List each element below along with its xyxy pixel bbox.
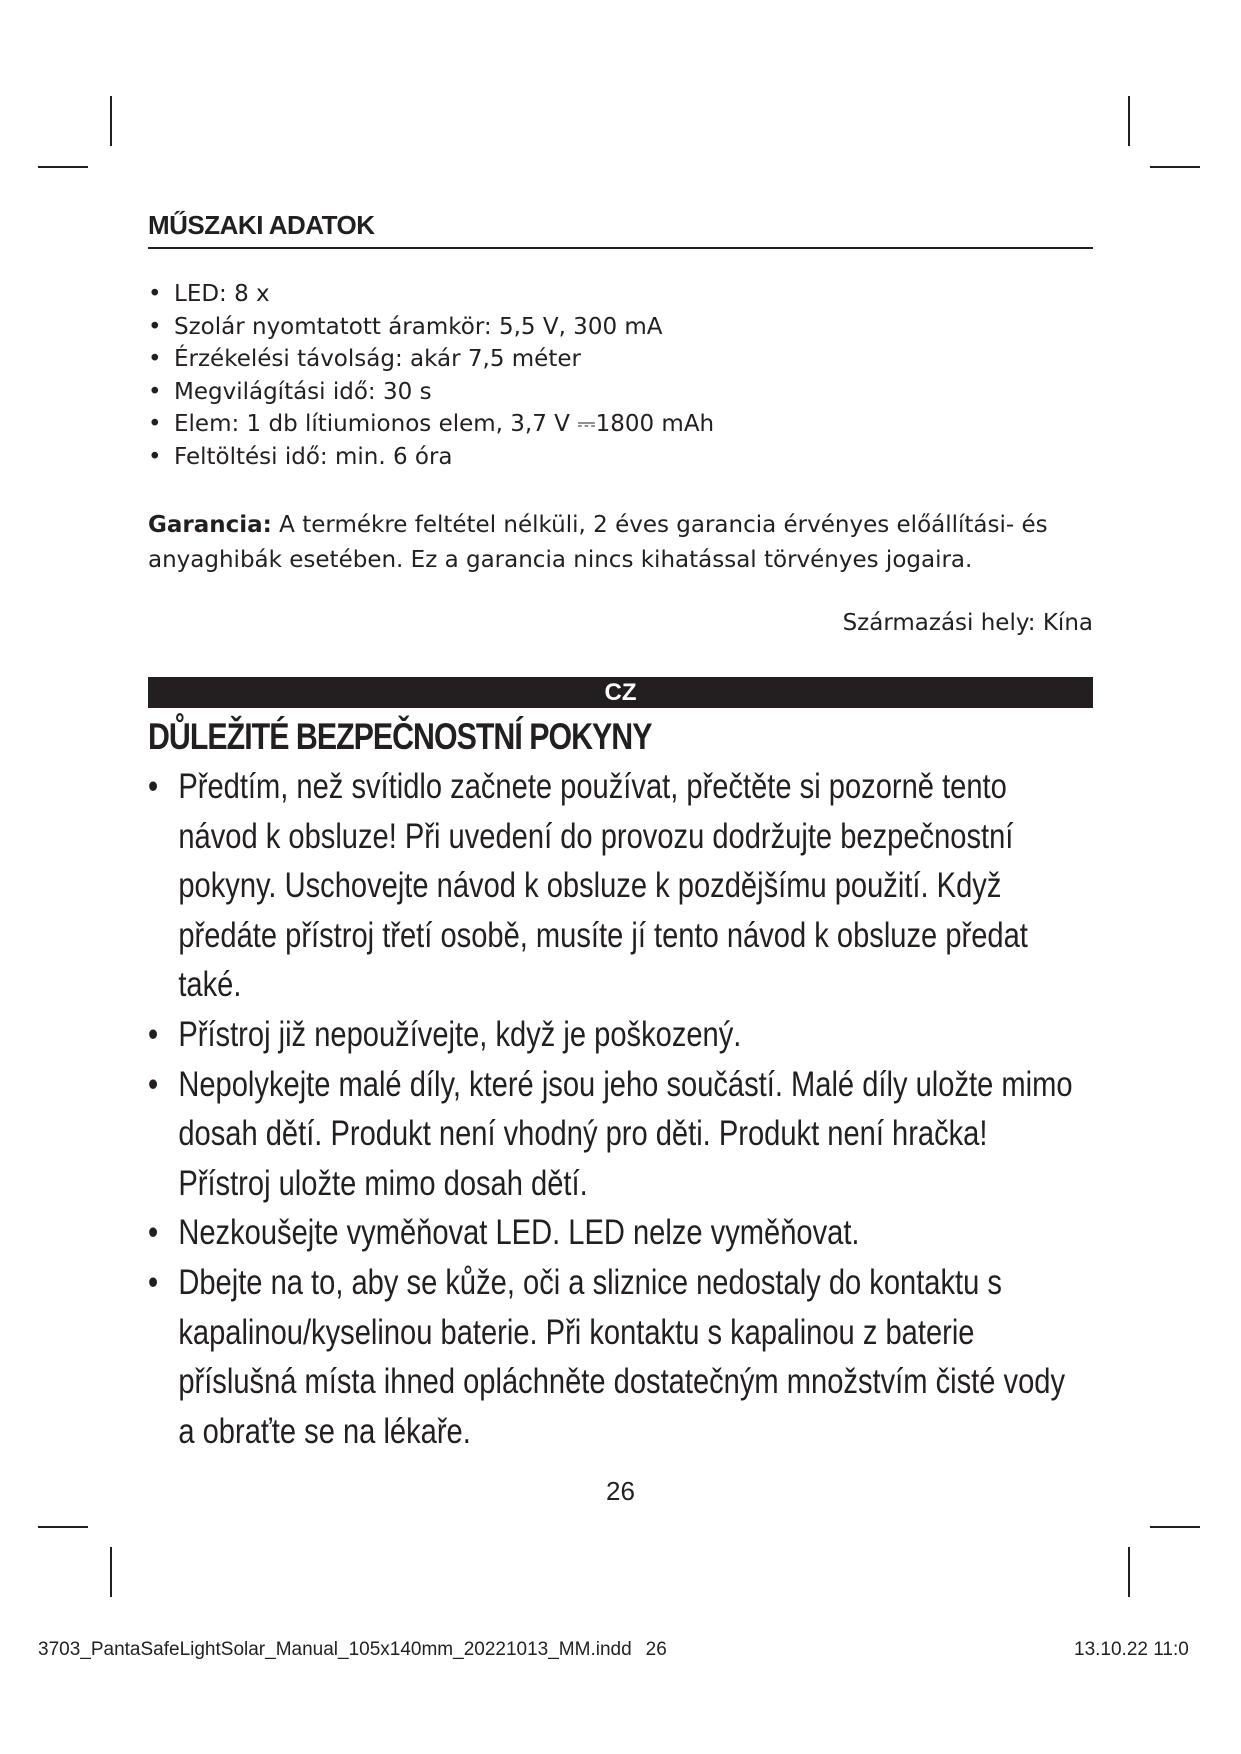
safety-item: • Přístroj již nepoužívejte, když je poškozený.	[148, 1010, 1083, 1060]
safety-item: • Nezkoušejte vyměňovat LED. LED nelze vyměňovat.	[148, 1208, 1083, 1258]
language-bar-cz: CZ	[148, 677, 1093, 708]
safety-item: • Předtím, než svítidlo začnete používat, přečtěte si pozorně tento návod k obsluze! Při uvedení do provozu dodržujte bezpečnostní pokyny. Uschovejte návod k obsluze k pozdějšímu použití. Když předáte přístroj třetí osobě, musíte jí tento návod k obsluze předat také.	[148, 762, 1083, 1010]
spec-item: • Szolár nyomtatott áramkör: 5,5 V, 300 mA	[148, 311, 714, 344]
crop-mark	[1128, 96, 1130, 146]
warranty-label: Garancia:	[148, 512, 272, 538]
slug-file-name: 3703_PantaSafeLightSolar_Manual_105x140mm_20221013_MM.indd	[38, 1639, 632, 1660]
safety-item: • Dbejte na to, aby se kůže, oči a sliznice nedostaly do kontaktu s kapalinou/kyselinou baterie. Při kontaktu s kapalinou z baterie příslušná místa ihned opláchněte dostatečným množstvím čisté vody a obraťte se na lékaře.	[148, 1258, 1083, 1456]
crop-mark	[1150, 1526, 1200, 1528]
spec-item: • Elem: 1 db lítiumionos elem, 3,7 V ⎓1800 mAh	[148, 408, 714, 441]
crop-mark	[38, 1526, 88, 1528]
spec-item: • Megvilágítási idő: 30 s	[148, 376, 714, 409]
safety-instructions-title: DŮLEŽITÉ BEZPEČNOSTNÍ POKYNY	[148, 716, 652, 757]
spec-item: • Feltöltési idő: min. 6 óra	[148, 441, 714, 474]
safety-item: • Nepolykejte malé díly, které jsou jeho součástí. Malé díly uložte mimo dosah dětí. Produkt není vhodný pro děti. Produkt není hračka! Přístroj uložte mimo dosah dětí.	[148, 1060, 1083, 1209]
print-slug-date: 13.10.22 11:0	[1074, 1639, 1189, 1660]
crop-mark	[38, 166, 88, 168]
origin-note: Származási hely: Kína	[842, 610, 1093, 636]
spec-list	[148, 278, 714, 473]
crop-mark	[1150, 166, 1200, 168]
crop-mark	[110, 96, 112, 146]
crop-mark	[1128, 1547, 1130, 1597]
print-slug-filename	[38, 1639, 667, 1661]
safety-list	[148, 762, 1083, 1456]
crop-mark	[110, 1547, 112, 1597]
section-title-technical-data: MŰSZAKI ADATOK	[148, 210, 1093, 249]
page-number: 26	[606, 1476, 635, 1506]
spec-item: • LED: 8 x	[148, 278, 714, 311]
warranty-text: A termékre feltétel nélküli, 2 éves garancia érvényes előállítási- és anyaghibák esetében. Ez a garancia nincs kihatással törvényes jogaira.	[148, 512, 1048, 573]
spec-item: • Érzékelési távolság: akár 7,5 méter	[148, 343, 714, 376]
warranty-paragraph	[148, 508, 1098, 578]
slug-page-number: 26	[645, 1639, 667, 1660]
